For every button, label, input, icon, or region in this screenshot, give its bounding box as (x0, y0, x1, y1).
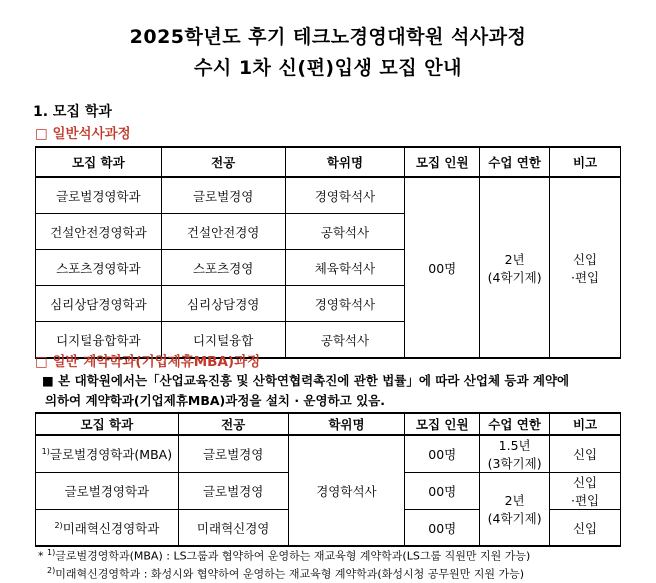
dept-cell: 스포츠경영학과 (36, 250, 162, 286)
column-header: 모집 인원 (405, 413, 480, 435)
page-subtitle: 수시 1차 신(편)입생 모집 안내 (194, 57, 462, 79)
duration-semesters: (4학기제) (487, 269, 542, 285)
major-cell: 미래혁신경영 (178, 510, 288, 547)
major-cell: 스포츠경영 (161, 250, 285, 286)
major-cell: 심리상담경영 (161, 286, 285, 322)
table-row (36, 435, 621, 473)
major-cell: 글로벌경영 (178, 435, 288, 473)
general-master-table (35, 146, 621, 359)
degree-cell: 공학석사 (285, 214, 405, 250)
note-new: 신입 (572, 251, 598, 267)
note-cell: 신입 (550, 435, 621, 473)
section-heading: 1. 모집 학과 (33, 104, 112, 120)
column-header: 학위명 (288, 413, 405, 435)
footnote-marker: 1) (41, 446, 50, 456)
major-cell: 건설안전경영 (161, 214, 285, 250)
quota-cell: 00명 (405, 473, 480, 510)
note-cell: 신입 (550, 510, 621, 547)
note-cell (550, 177, 621, 358)
duration-cell (480, 177, 550, 358)
contract-description (42, 371, 622, 411)
column-header: 전공 (161, 147, 285, 177)
contract-master-table (35, 412, 621, 547)
quota-cell: 00명 (405, 435, 480, 473)
duration-cell (480, 435, 550, 473)
dept-cell: 글로벌경영학과 (36, 473, 179, 510)
footnote: * $^{1)}$글로벌경영학과(MBA) : LS그룹과 협약하여 운영하는 재교육형 계약학과(LS그룹 직원만 지원 가능) (38, 548, 531, 563)
degree-cell: 공학석사 (285, 322, 405, 359)
quota-cell: 00명 (405, 177, 480, 358)
major-cell: 글로벌경영 (161, 177, 285, 214)
major-cell: 글로벌경영 (178, 473, 288, 510)
column-header: 전공 (178, 413, 288, 435)
duration-years: 2년 (504, 251, 525, 267)
column-header: 모집 학과 (36, 147, 162, 177)
footnote-marker: 2) (54, 520, 63, 530)
duration-cell (480, 473, 550, 547)
dept-cell: 건설안전경영학과 (36, 214, 162, 250)
column-header: 학위명 (285, 147, 405, 177)
page-title: 2025학년도 후기 테크노경영대학원 석사과정 (129, 26, 527, 48)
table-header-row (36, 147, 621, 177)
general-section-heading: □ 일반석사과정 (35, 126, 131, 142)
dept-cell: $^{2)}$미래혁신경영학과 (36, 510, 179, 547)
duration-semesters: (3학기제) (487, 456, 542, 471)
column-header: 모집 학과 (36, 413, 179, 435)
table-row (36, 177, 621, 214)
note-transfer: ·편입 (570, 493, 600, 508)
duration-years: 1.5년 (498, 438, 531, 453)
column-header: 모집 인원 (405, 147, 480, 177)
column-header: 비고 (550, 413, 621, 435)
degree-cell: 경영학석사 (285, 286, 405, 322)
note-cell (550, 473, 621, 510)
description-line: 의하여 계약학과(기업제휴MBA)과정을 설치 · 운영하고 있음. (45, 393, 385, 408)
major-cell: 디지털융합 (161, 322, 285, 359)
dept-cell: $^{1)}$글로벌경영학과(MBA) (36, 435, 179, 473)
duration-years: 2년 (504, 493, 525, 508)
note-new: 신입 (572, 475, 598, 490)
column-header: 수업 연한 (480, 147, 550, 177)
description-line: ■ 본 대학원에서는「산업교육진흥 및 산학연협력촉진에 관한 법률」에 따라 산업체 등과 계약에 (42, 373, 570, 388)
contract-section-heading: □ 일반 계약학과(기업제휴MBA)과정 (35, 354, 261, 370)
bullet-square-icon: ■ (42, 373, 54, 388)
note-transfer: ·편입 (570, 269, 600, 285)
table-header-row (36, 413, 621, 435)
column-header: 수업 연한 (480, 413, 550, 435)
footnote: $^{2)}$미래혁신경영학과 : 화성시와 협약하여 운영하는 재교육형 계약학과(화성시청 공무원만 지원 가능) (47, 566, 525, 581)
duration-semesters: (4학기제) (487, 511, 542, 526)
dept-cell: 디지털융합학과 (36, 322, 162, 359)
dept-cell: 심리상담경영학과 (36, 286, 162, 322)
quota-cell: 00명 (405, 510, 480, 547)
degree-cell: 경영학석사 (288, 435, 405, 546)
degree-cell: 경영학석사 (285, 177, 405, 214)
column-header: 비고 (550, 147, 621, 177)
dept-cell: 글로벌경영학과 (36, 177, 162, 214)
degree-cell: 체육학석사 (285, 250, 405, 286)
